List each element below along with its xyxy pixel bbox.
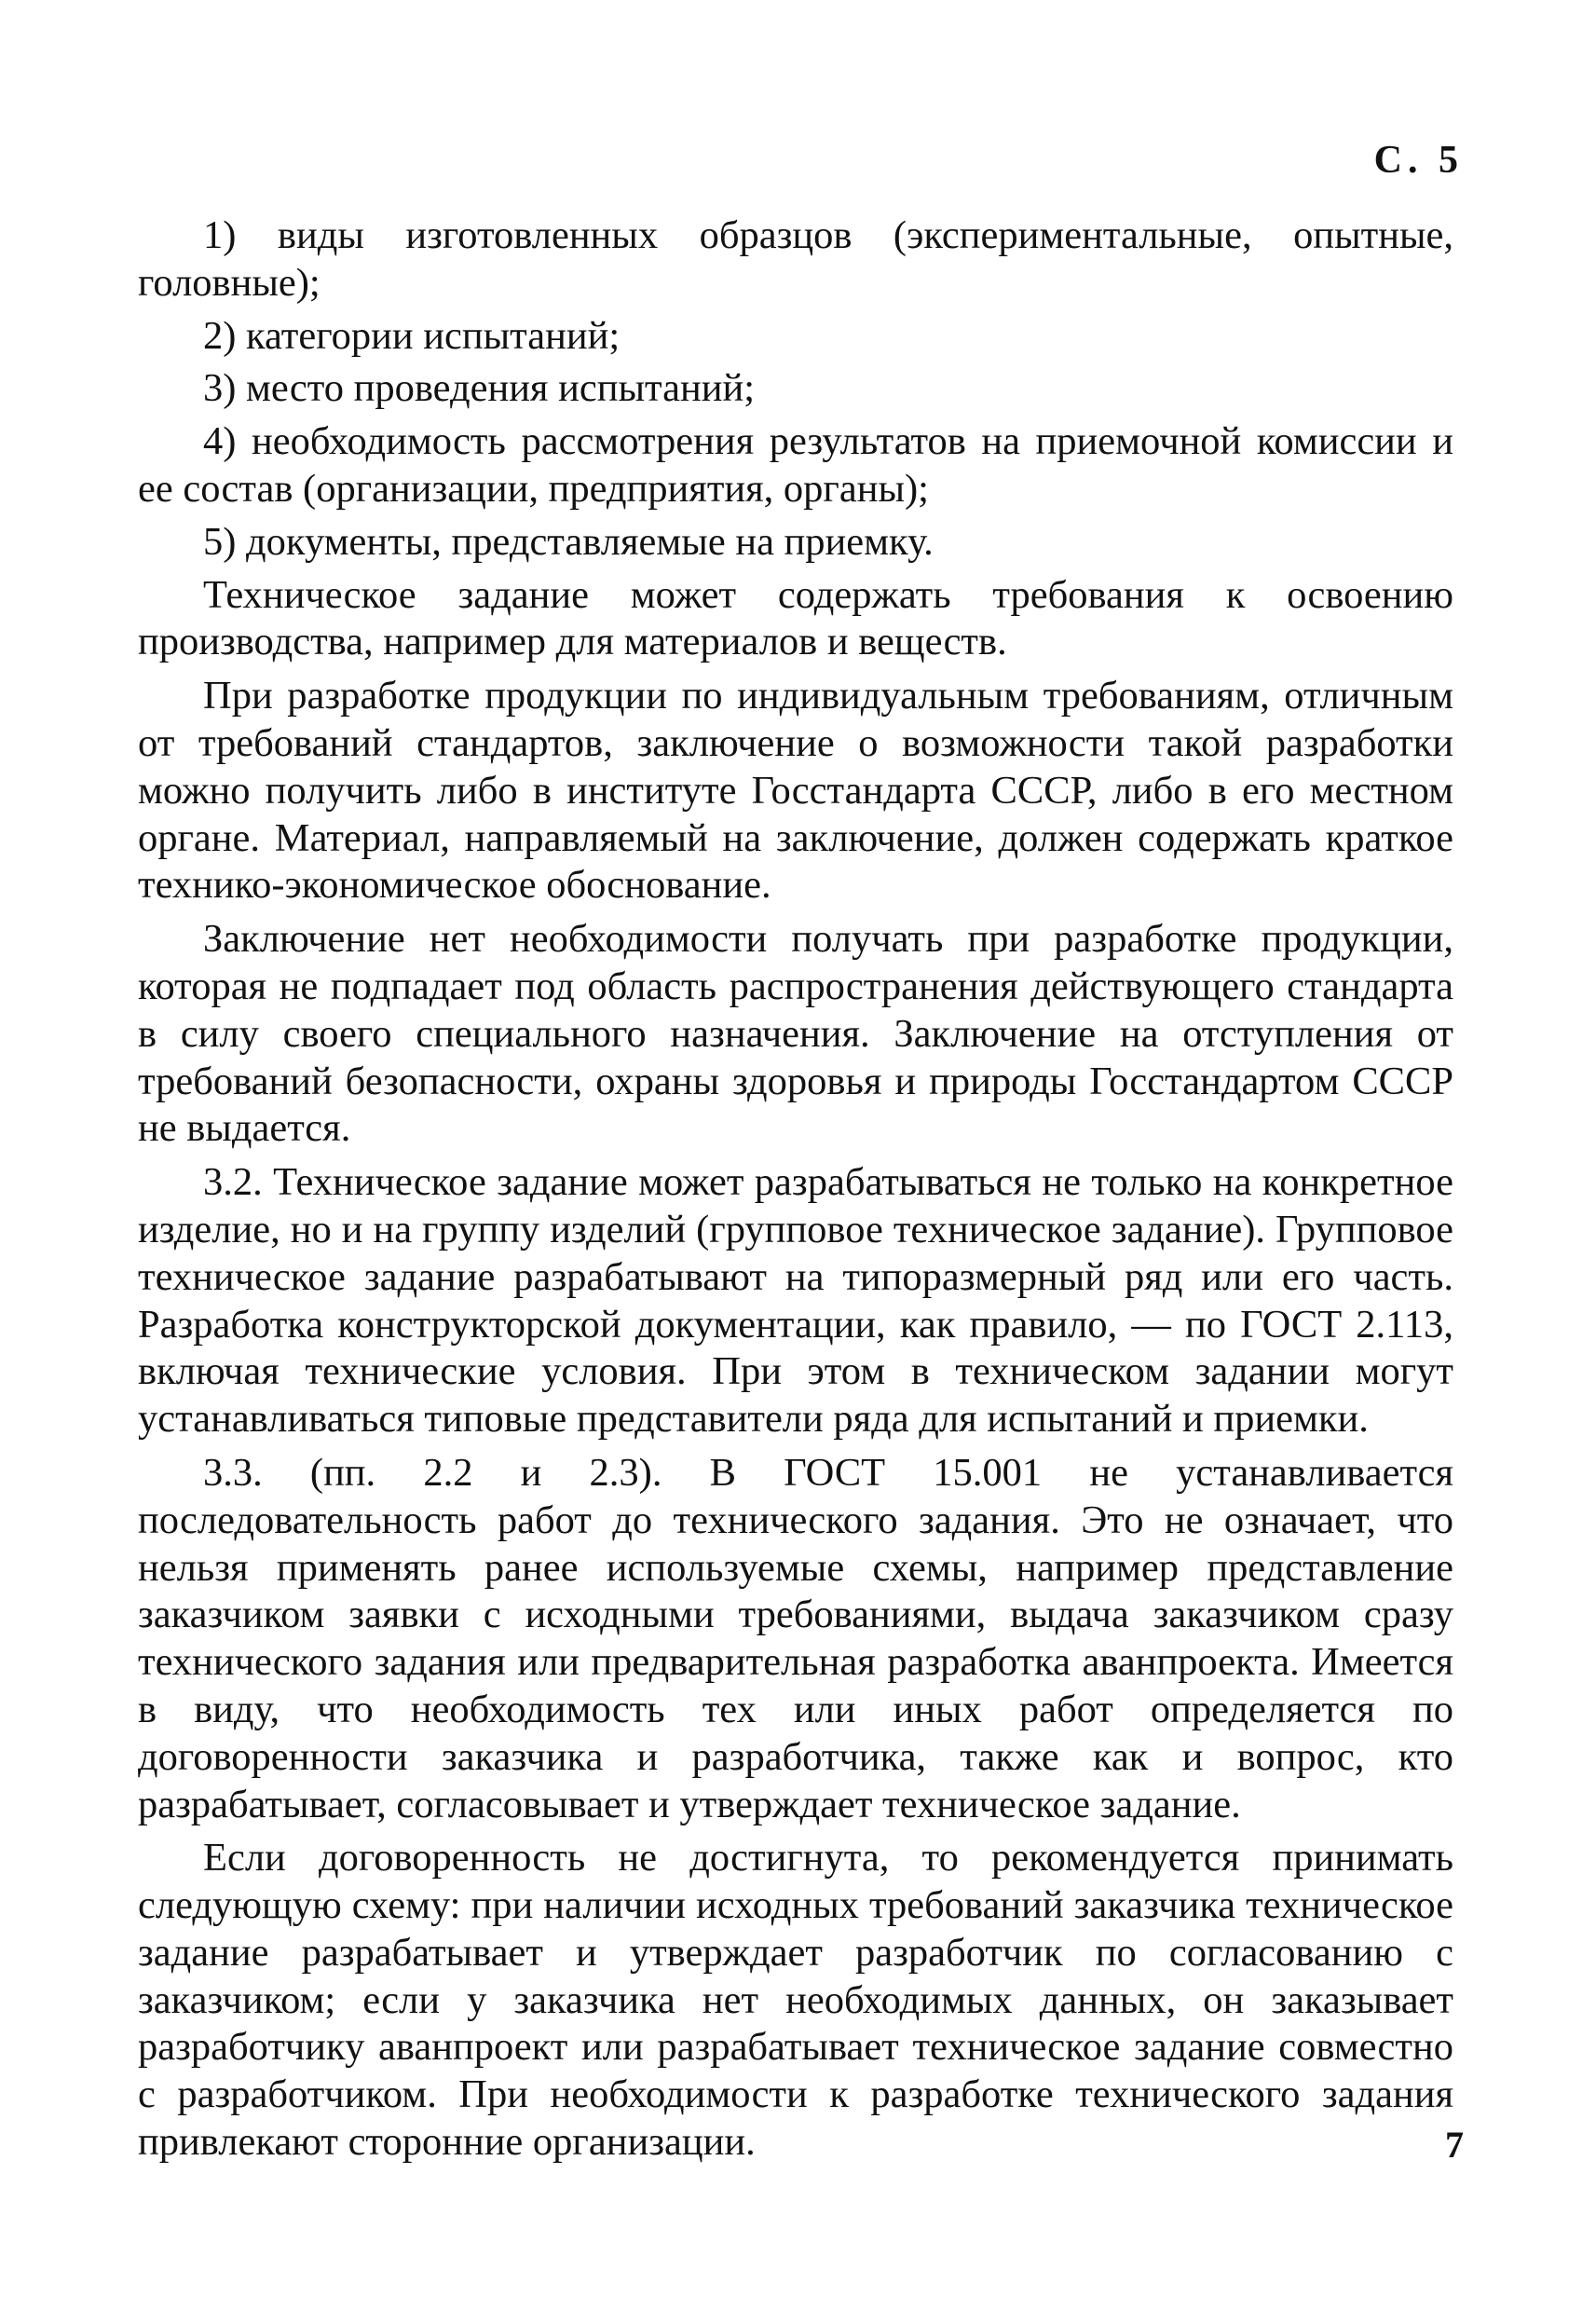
page-number: 7 <box>1445 2124 1464 2166</box>
paragraph-section-3-3: 3.3. (пп. 2.2 и 2.3). В ГОСТ 15.001 не устанавливается последовательность работ до технического задания. Это не означает, что нельзя применять ранее используемые схемы, например представление заказчиком заявки с исходными требованиями, выдача заказчиком сразу технического задания или предварительная разработка аванпроекта. Имеется в виду, что необходимость тех или иных работ определяется по договоренности заказчика и разработчика, также как и вопрос, кто разрабатывает, согласовывает и утверждает техническое задание. <box>138 1450 1453 1826</box>
list-item-2: 2) категории испытаний; <box>203 313 621 358</box>
paragraph-production: Техническое задание может содержать требования к освоению производства, например для материалов и веществ. <box>138 572 1453 664</box>
paragraph-section-3-2: 3.2. Техническое задание может разрабатываться не только на конкретное изделие, но и на группу изделий (групповое техническое задание). Групповое техническое задание разрабатывают на типоразмерный ряд или его часть. Разработка конструкторской документации, как правило, — по ГОСТ 2.113, включая технические условия. При этом в техническом задании могут устанавливаться типовые представители ряда для испытаний и приемки. <box>138 1160 1453 1442</box>
list-item-5: 5) документы, представляемые на приемку. <box>203 519 934 564</box>
page-mark: С. 5 <box>1373 139 1464 182</box>
list-item-1: 1) виды изготовленных образцов (экспериментальные, опытные, головные); <box>138 213 1453 305</box>
paragraph-conclusion: Заключение нет необходимости получать при разработке продукции, которая не подпадает под область распространения действующего стандарта в силу своего специального назначения. Заключение на отступления от требований безопасности, охраны здоровья и природы Госстандартом СССР не выдается. <box>138 917 1453 1151</box>
paragraph-individual-requirements: При разработке продукции по индивидуальным требованиям, отличным от требований стандартов, заключение о возможности такой разработки можно получить либо в институте Госстандарта СССР, либо в его местном органе. Материал, направляемый на заключение, должен содержать краткое технико-экономическое обоснование. <box>138 674 1453 908</box>
list-item-4: 4) необходимость рассмотрения результатов на приемочной комиссии и ее состав (организации, предприятия, органы); <box>138 419 1453 511</box>
paragraph-agreement: Если договоренность не достигнута, то рекомендуется принимать следующую схему: при наличии исходных требований заказчика техническое задание разрабатывает и утверждает разработчик по согласованию с заказчиком; если у заказчика нет необходимых данных, он заказывает разработчику аванпроект или разрабатывает техническое задание совместно с разработчиком. При необходимости к разработке технического задания привлекают сторонние организации. <box>138 1836 1453 2165</box>
body-text <box>138 212 1453 2173</box>
list-item-3: 3) место проведения испытаний; <box>203 366 756 411</box>
